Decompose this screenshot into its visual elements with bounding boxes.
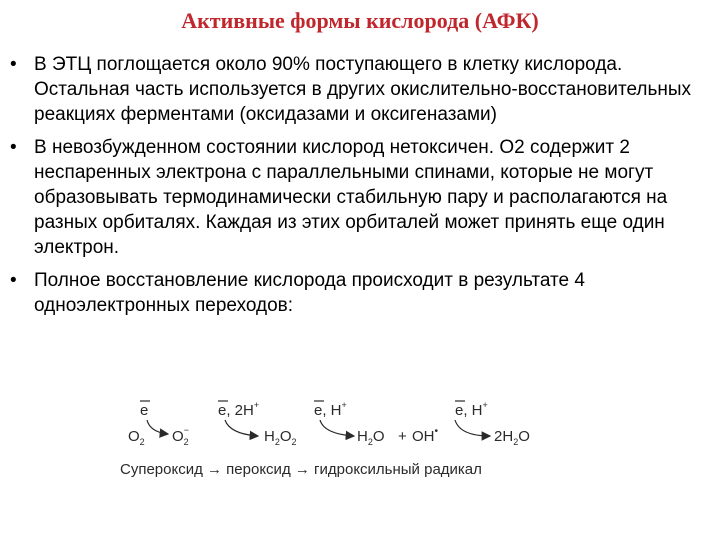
step4-arrow [455,420,490,436]
superoxide-formula: $O_2-$ [172,425,189,447]
step2-arrow [225,420,258,436]
bullet-list [8,52,714,326]
bullet-dot-icon: • [10,54,17,75]
bullet-text: Полное восстановление кислорода происходит в результате 4 одноэлектронных переходов: [34,270,585,316]
bullet-text: В невозбужденном состоянии кислород нетоксичен. О2 содержит 2 неспаренных электрона с параллельными спинами, которые не могут образовывать термодинамически стабильную пару и располагаются на разных орбиталях. Каждая из этих орбиталей может принять еще один электрон. [34,137,668,258]
step3-arrow [320,420,354,436]
bullet-item [8,52,714,127]
hydroxyl-formula: OH• [412,426,439,445]
bullet-dot-icon: • [10,270,17,291]
bullet-item [8,135,714,260]
bullet-text: В ЭТЦ поглощается около 90% поступающего в клетку кислорода. Остальная часть используется в других окислительно-восстановительных реакциях ферментами (оксидазами и оксигеназами) [34,54,692,125]
step2-electron-label: e, 2H+ [218,400,260,419]
water-formula: $H_2O$ [357,428,385,447]
step3-electron-label: e, H+ [314,400,347,419]
oxygen-formula: $O_2$ [128,428,145,447]
bullet-dot-icon: • [10,137,17,158]
plus-sign: + [398,428,407,445]
slide-title: Активные формы кислорода (АФК) [181,8,539,33]
step4-electron-label: e, H+ [455,400,488,419]
step1-arrow [147,420,168,434]
scheme-caption: Супероксид → пероксид → гидроксильный радикал [120,461,482,478]
bullet-item [8,268,714,318]
product-water-formula: $2H_2O$ [494,428,530,447]
peroxide-formula: $H_2O_2$ [264,428,297,447]
step1-electron-label: e [140,402,149,419]
